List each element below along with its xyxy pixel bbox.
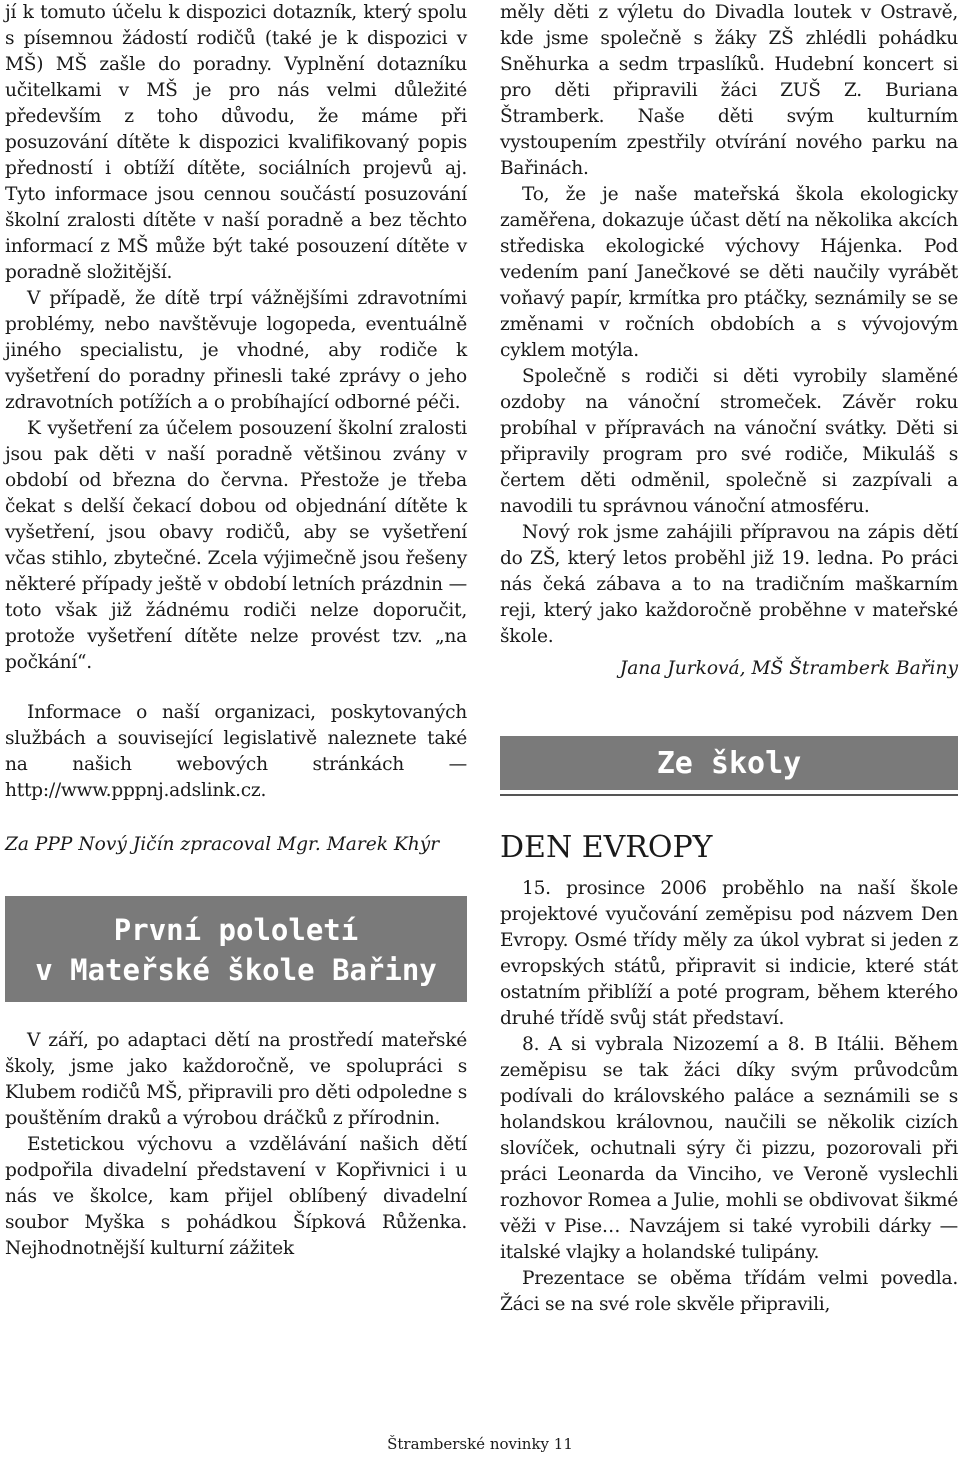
section-title-banner: Ze školy [500, 736, 958, 790]
paragraph-info: Informace o naší organizaci, poskytovaných službách a související legislativě naleznete také na našich webových stránkách — http://www.pppnj.adslink.cz. [5, 702, 467, 801]
paragraph: Společně s rodiči si děti vyrobily slaměné ozdoby na vánoční stromeček. Závěr roku probíhal v přípravách na vánoční svátky. Děti si připravily program pro své rodiče, Mikuláš s čertem děti odměnil, společně si zazpívali a navodili tu správnou vánoční atmosféru. [500, 366, 958, 517]
paragraph: měly děti z výletu do Divadla loutek v Ostravě, kde jsme společně s žáky ZŠ zhlédli pohádku Sněhurka a sedm trpaslíků. Hudební koncert si pro děti připravili žáci ZUŠ Z. Buriana Štramberk. Naše děti svým kulturním vystoupením zpestřily otvírání nového parku na Bařinách. [500, 2, 958, 179]
author-signature: Jana Jurková, MŠ Štramberk Bařiny [619, 658, 958, 679]
section-title-banner [5, 896, 467, 1002]
paragraph: jí k tomuto účelu k dispozici dotazník, který spolu s písemnou žádostí rodičů (také je k dispozici v MŠ) MŠ zašle do poradny. Vyplnění dotazníku učitelkami v MŠ je pro nás velmi důležité především z toho důvodu, že máme při posuzování dítěte k dispozici kvalifikovaný popis předností i obtíží dítěte, sociálních projevů aj. Tyto informace jsou cennou součástí posuzování školní zralosti dítěte v naší poradně a bez těchto informací z MŠ může být také posouzení dítěte v poradně složitější. [5, 2, 467, 283]
paragraph: 8. A si vybrala Nizozemí a 8. B Itálii. Během zeměpisu se tak žáci díky svým průvodcům podívali do královského paláce a seznámili se s holandskou královnou, naučili se několik cizích slovíček, ochutnali sýry či pizzu, pozorovali při práci Leonarda da Vinciho, ve Veroně vyslechli rozhovor Romea a Julie, mohli se obdivovat šikmé věži v Pise… Navzájem si také vyrobili dárky — italské vlajky a holandské tulipány. [500, 1034, 958, 1263]
section-title-line: První pololetí [113, 913, 359, 947]
paragraph: To, že je naše mateřská škola ekologicky zaměřena, dokazuje účast dětí na několika akcích střediska ekologické výchovy Hájenka. Pod vedením paní Janečkové se děti naučily vyrábět voňavý papír, krmítka pro ptáčky, seznámily se se změnami v ročních obdobích a s vývojovým cyklem motýla. [500, 184, 958, 361]
left-column [5, 0, 467, 1262]
author-signature: Za PPP Nový Jičín zpracoval Mgr. Marek Khýr [5, 834, 440, 855]
paragraph: Estetickou výchovu a vzdělávání našich dětí podpořila divadelní představení v Kopřivnici i u nás ve školce, kam přijel oblíbený divadelní soubor Myška s pohádkou Šípková Růženka. Nejhodnotnější kulturní zážitek [5, 1134, 467, 1259]
paragraph: 15. prosince 2006 proběhlo na naší škole projektové vyučování zeměpisu pod názvem Den Evropy. Osmé třídy měly za úkol vybrat si jeden z evropských států, připravit si indicie, které stát ostatním přiblíží a poté program, během kterého druhé třídě svůj stát představí. [500, 878, 958, 1029]
paragraph: V září, po adaptaci dětí na prostředí mateřské školy, jsme jako každoročně, ve spolupráci s Klubem rodičů MŠ, připravili pro děti odpoledne s pouštěním draků a výrobou dráčků z přírodnin. [5, 1030, 467, 1129]
page-footer: Štramberské novinky 11 [387, 1435, 573, 1453]
right-column [500, 0, 958, 1318]
paragraph: V případě, že dítě trpí vážnějšími zdravotními problémy, nebo navštěvuje logopeda, eventuálně jiného specialistu, je vhodné, aby rodiče k vyšetření do poradny přinesli také zprávy o jeho zdravotních potížích a o probíhající odborné péči. [5, 288, 467, 413]
article-heading: DEN EVROPY [500, 830, 713, 865]
paragraph: K vyšetření za účelem posouzení školní zralosti jsou pak děti v naší poradně většinou zvány v období od března do června. Přestože je třeba čekat s delší čekací dobou od objednání dítěte k vyšetření, jsou obavy rodičů, aby se vyšetření včas stihlo, zbytečné. Zcela výjimečně jsou řešeny některé případy ještě v období letních prázdnin — toto však již žádnému rodiči nelze doporučit, protože vyšetření dítěte nelze provést tzv. „na počkání“. [5, 418, 467, 673]
divider [500, 794, 958, 796]
paragraph: Prezentace se oběma třídám velmi povedla. Žáci se na své role skvěle připravili, [500, 1268, 958, 1315]
section-title-line: v Mateřské škole Bařiny [35, 953, 437, 987]
paragraph: Nový rok jsme zahájili přípravou na zápis dětí do ZŠ, který letos proběhl již 19. ledna. Po práci nás čeká zábava a to na tradičním maškarním reji, který jako každoročně proběhne v mateřské škole. [500, 522, 958, 647]
